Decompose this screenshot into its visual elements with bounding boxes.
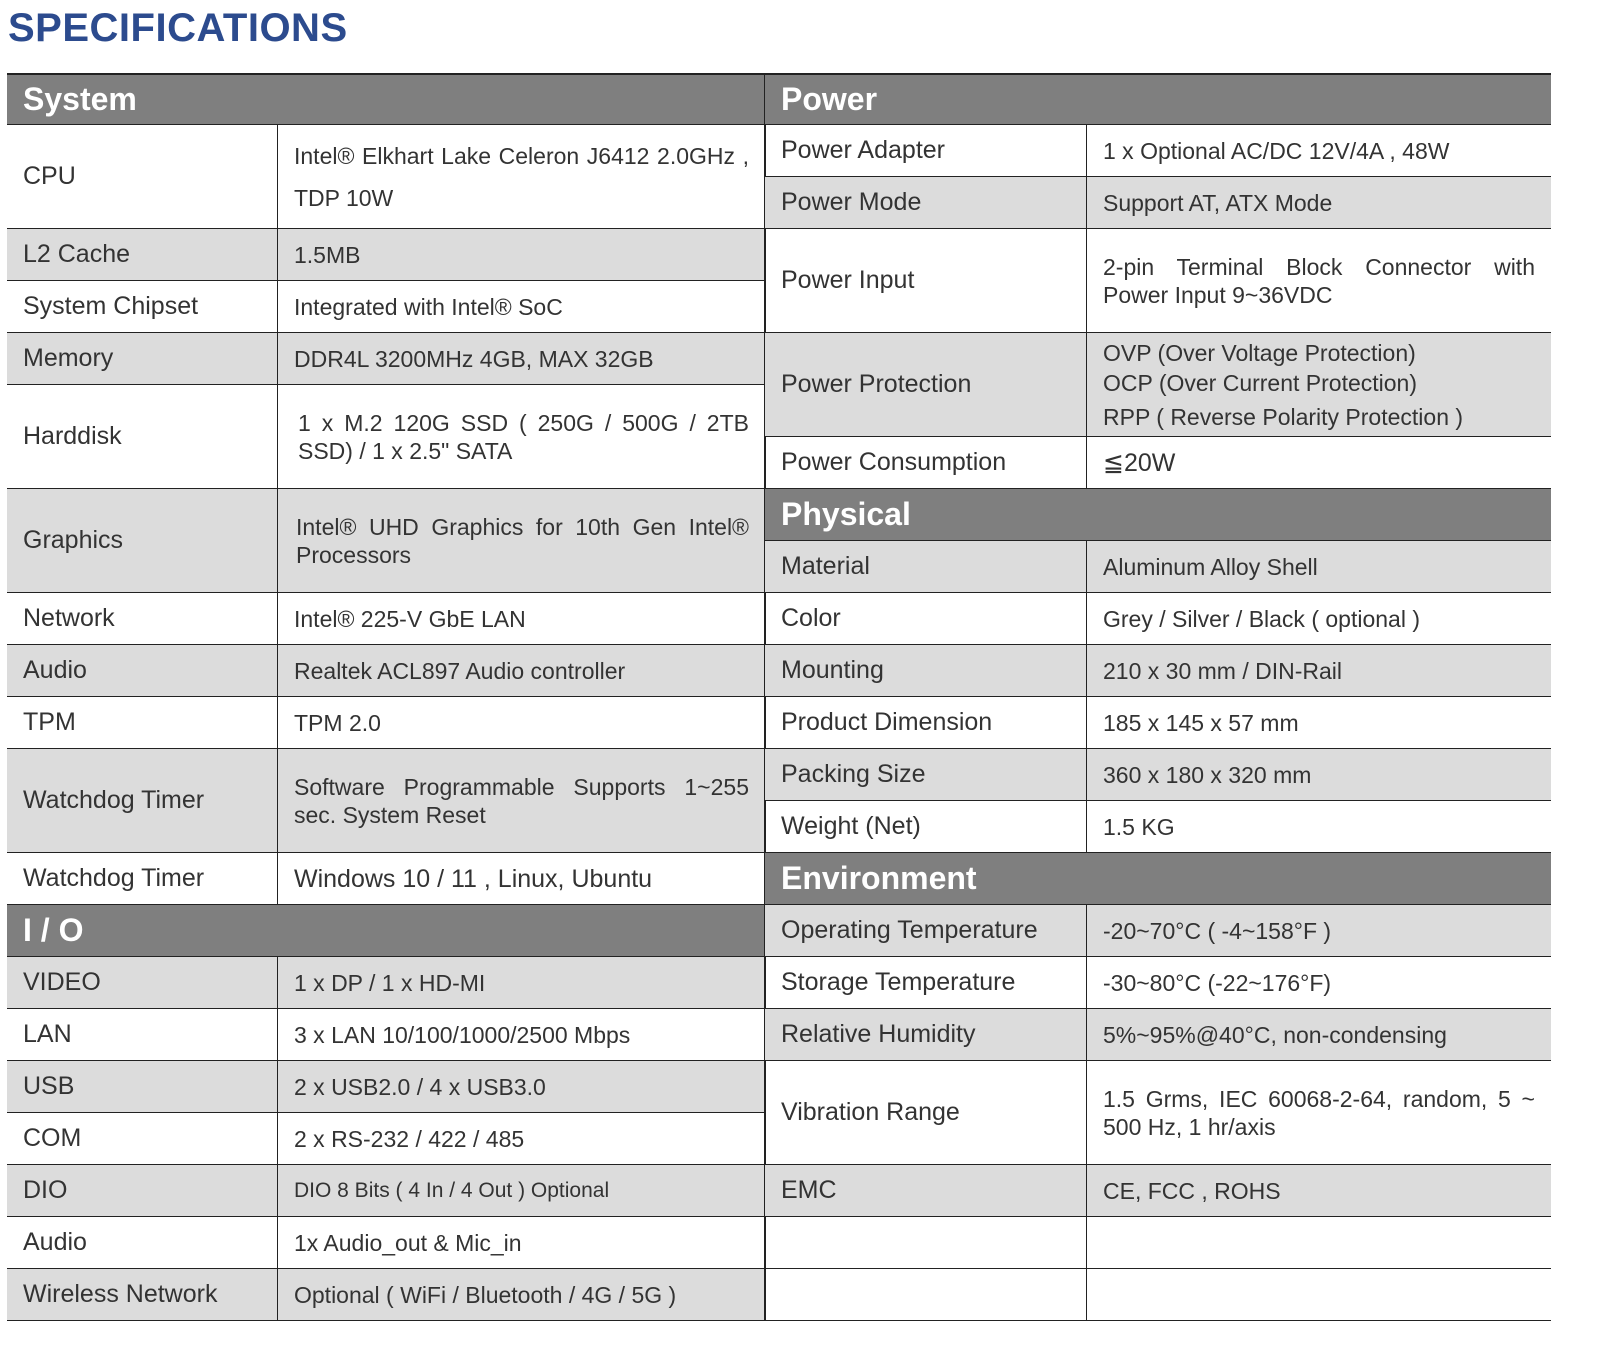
spec-value: 1.5 Grms, IEC 60068-2-64, random, 5 ~ 500 Hz, 1 hr/axis (1103, 1085, 1535, 1140)
spec-row (7, 1165, 765, 1217)
spec-label: USB (7, 1061, 278, 1112)
spec-row (765, 125, 1551, 177)
spec-label: Memory (7, 333, 278, 384)
spec-row (765, 645, 1551, 697)
spec-value: -20~70°C ( -4~158°F ) (1103, 917, 1332, 944)
spec-row (7, 125, 765, 229)
spec-row (765, 749, 1551, 801)
spec-row (765, 593, 1551, 645)
spec-row-empty (765, 1217, 1551, 1269)
spec-row (765, 333, 1551, 437)
spec-row (765, 541, 1551, 593)
spec-row (7, 697, 765, 749)
right-column (765, 73, 1551, 1321)
section-header-environment: Environment (765, 853, 1551, 905)
spec-label: Graphics (7, 489, 278, 592)
spec-value: 1.5 KG (1103, 813, 1175, 840)
spec-label: COM (7, 1113, 278, 1164)
protection-line: OCP (Over Current Protection) (1103, 369, 1418, 396)
spec-value: Intel® UHD Graphics for 10th Gen Intel® Processors (296, 513, 749, 568)
spec-label: Watchdog Timer (7, 749, 278, 852)
spec-label-empty (765, 1217, 1087, 1268)
spec-row (7, 385, 765, 489)
spec-value: 5%~95%@40°C, non-condensing (1103, 1021, 1447, 1048)
spec-label: Network (7, 593, 278, 644)
spec-label: Material (765, 541, 1087, 592)
spec-row (7, 645, 765, 697)
spec-value: 1 x Optional AC/DC 12V/4A , 48W (1103, 137, 1450, 164)
spec-value-empty (1087, 1269, 1551, 1320)
spec-value: 360 x 180 x 320 mm (1103, 761, 1312, 788)
spec-row (7, 1009, 765, 1061)
spec-row (7, 1217, 765, 1269)
spec-label: VIDEO (7, 957, 278, 1008)
spec-value: 1x Audio_out & Mic_in (294, 1229, 522, 1256)
spec-label: Power Mode (765, 177, 1087, 228)
spec-value: CE, FCC , ROHS (1103, 1177, 1281, 1204)
spec-row (765, 177, 1551, 229)
spec-label: Watchdog Timer (7, 853, 278, 904)
spec-row (7, 749, 765, 853)
spec-value: Windows 10 / 11 , Linux, Ubuntu (294, 864, 653, 893)
spec-value: 1 x DP / 1 x HD-MI (294, 969, 486, 996)
spec-label: Vibration Range (765, 1061, 1087, 1164)
page-title: SPECIFICATIONS (8, 6, 348, 50)
spec-value: -30~80°C (-22~176°F) (1103, 969, 1332, 996)
spec-value (1103, 338, 1463, 432)
spec-value: Software Programmable Supports 1~255 sec. System Reset (294, 773, 749, 828)
spec-value: ≦20W (1103, 448, 1176, 477)
spec-label: Weight (Net) (765, 801, 1087, 852)
spec-row (7, 1113, 765, 1165)
section-header-io: I / O (7, 905, 765, 957)
spec-row (7, 957, 765, 1009)
spec-label: Operating Temperature (765, 905, 1087, 956)
spec-row (765, 1009, 1551, 1061)
spec-label: Relative Humidity (765, 1009, 1087, 1060)
spec-row (7, 1061, 765, 1113)
spec-value-empty (1087, 1217, 1551, 1268)
spec-label: Storage Temperature (765, 957, 1087, 1008)
spec-label: Power Protection (765, 333, 1087, 436)
spec-value: Intel® Elkhart Lake Celeron J6412 2.0GHz , TDP 10W (294, 142, 749, 211)
spec-label: Power Consumption (765, 437, 1087, 488)
spec-row (7, 489, 765, 593)
spec-row-empty (765, 1269, 1551, 1321)
spec-row (7, 1269, 765, 1321)
spec-label: Product Dimension (765, 697, 1087, 748)
section-header-physical: Physical (765, 489, 1551, 541)
spec-value: 1.5MB (294, 241, 361, 268)
spec-row (765, 697, 1551, 749)
spec-value: DIO 8 Bits ( 4 In / 4 Out ) Optional (294, 1178, 610, 1202)
section-header-system: System (7, 73, 765, 125)
spec-label: Packing Size (765, 749, 1087, 800)
spec-value: Realtek ACL897 Audio controller (294, 657, 626, 684)
spec-value: 1 x M.2 120G SSD ( 250G / 500G / 2TB SSD) / 1 x 2.5" SATA (298, 409, 749, 464)
spec-value: Aluminum Alloy Shell (1103, 553, 1318, 580)
spec-value: DDR4L 3200MHz 4GB, MAX 32GB (294, 345, 654, 372)
spec-value: 2 x USB2.0 / 4 x USB3.0 (294, 1073, 546, 1100)
spec-value: Integrated with Intel® SoC (294, 293, 563, 320)
spec-label-empty (765, 1269, 1087, 1320)
spec-row (765, 801, 1551, 853)
spec-row (7, 853, 765, 905)
spec-label: L2 Cache (7, 229, 278, 280)
spec-value: Support AT, ATX Mode (1103, 189, 1333, 216)
spec-label: Audio (7, 1217, 278, 1268)
spec-row (7, 593, 765, 645)
spec-label: Wireless Network (7, 1269, 278, 1320)
spec-label: Power Adapter (765, 125, 1087, 176)
spec-label: Harddisk (7, 385, 278, 488)
spec-row (765, 1061, 1551, 1165)
spec-label: CPU (7, 125, 278, 228)
spec-row (7, 333, 765, 385)
spec-label: TPM (7, 697, 278, 748)
spec-value: 210 x 30 mm / DIN-Rail (1103, 657, 1343, 684)
spec-row (7, 229, 765, 281)
spec-value: TPM 2.0 (294, 709, 381, 736)
spec-row (765, 229, 1551, 333)
spec-value: 3 x LAN 10/100/1000/2500 Mbps (294, 1021, 631, 1048)
spec-label: Audio (7, 645, 278, 696)
spec-row (765, 437, 1551, 489)
spec-label: Mounting (765, 645, 1087, 696)
spec-label: System Chipset (7, 281, 278, 332)
spec-label: EMC (765, 1165, 1087, 1216)
spec-label: LAN (7, 1009, 278, 1060)
spec-row (765, 1165, 1551, 1217)
spec-value: 2-pin Terminal Block Connector with Power Input 9~36VDC (1103, 253, 1535, 308)
section-header-power: Power (765, 73, 1551, 125)
spec-label: DIO (7, 1165, 278, 1216)
spec-value: Intel® 225-V GbE LAN (294, 605, 526, 632)
spec-row (765, 957, 1551, 1009)
spec-value: 2 x RS-232 / 422 / 485 (294, 1125, 525, 1152)
protection-line: OVP (Over Voltage Protection) (1103, 339, 1416, 366)
left-column (7, 73, 765, 1321)
spec-value: 185 x 145 x 57 mm (1103, 709, 1299, 736)
spec-label: Power Input (765, 229, 1087, 332)
protection-line: RPP ( Reverse Polarity Protection ) (1103, 403, 1464, 430)
spec-value: Grey / Silver / Black ( optional ) (1103, 605, 1420, 632)
spec-label: Color (765, 593, 1087, 644)
spec-value: Optional ( WiFi / Bluetooth / 4G / 5G ) (294, 1281, 677, 1308)
spec-row (765, 905, 1551, 957)
spec-row (7, 281, 765, 333)
